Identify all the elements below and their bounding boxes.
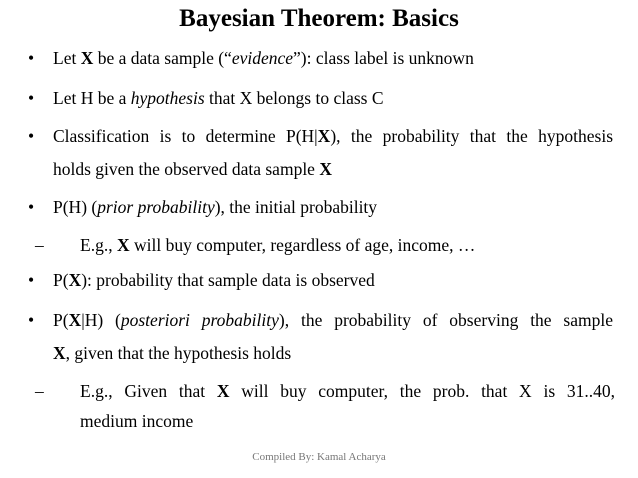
text-run: holds given the observed data sample [53,159,320,179]
text-run: that X belongs to class C [204,88,384,108]
bold-term: X [80,48,94,68]
italic-term: prior probability [97,197,215,217]
bullet-marker: • [28,88,35,108]
bold-term: X [216,381,230,401]
text-run: will buy computer, the prob. that X is 31..40, [229,381,616,401]
text-run: P(H) ( [53,197,98,217]
bullet-marker: • [28,48,35,68]
bullet-marker: • [28,197,35,217]
text-run: P( [53,270,69,290]
text-run: Classification is to determine P(H| [53,126,318,146]
bullet-marker: • [28,126,35,146]
text-run: ), the probability of observing the sample [278,310,614,330]
text-run: E.g., Given that [80,381,217,401]
text-run: |H) ( [81,310,121,330]
bold-term: X [116,235,130,255]
bold-term: X [53,343,66,363]
text-run: ): probability that sample data is observed [81,270,375,290]
bold-term: X [68,270,82,290]
text-run: be a data sample (“ [93,48,232,68]
bullet-item-6-continuation [53,342,291,364]
text-run: ”): class label is unknown [293,48,474,68]
text-run: ), the probability that the hypothesis [330,126,614,146]
sub-bullet-item-2-continuation: medium income [80,411,194,431]
text-run: , given that the hypothesis holds [65,343,292,363]
slide-title: Bayesian Theorem: Basics [179,5,459,32]
bullet-marker: • [28,270,35,290]
text-run: E.g., [80,235,117,255]
text-run: ), the initial probability [214,197,378,217]
text-run: P( [53,310,69,330]
footer-credit: Compiled By: Kamal Acharya [252,451,386,463]
dash-marker: – [35,235,44,255]
text-run: Let [53,48,81,68]
text-run: will buy computer, regardless of age, income, … [129,235,476,255]
text-run: Let H be a [53,88,131,108]
bold-term: X [68,310,82,330]
bold-term: X [319,159,332,179]
italic-term: hypothesis [130,88,205,108]
italic-term: posteriori probability [120,310,279,330]
bullet-marker: • [28,310,35,330]
italic-term: evidence [231,48,294,68]
bullet-item-3-continuation [53,158,332,180]
bold-term: X [317,126,331,146]
dash-marker: – [35,381,44,401]
